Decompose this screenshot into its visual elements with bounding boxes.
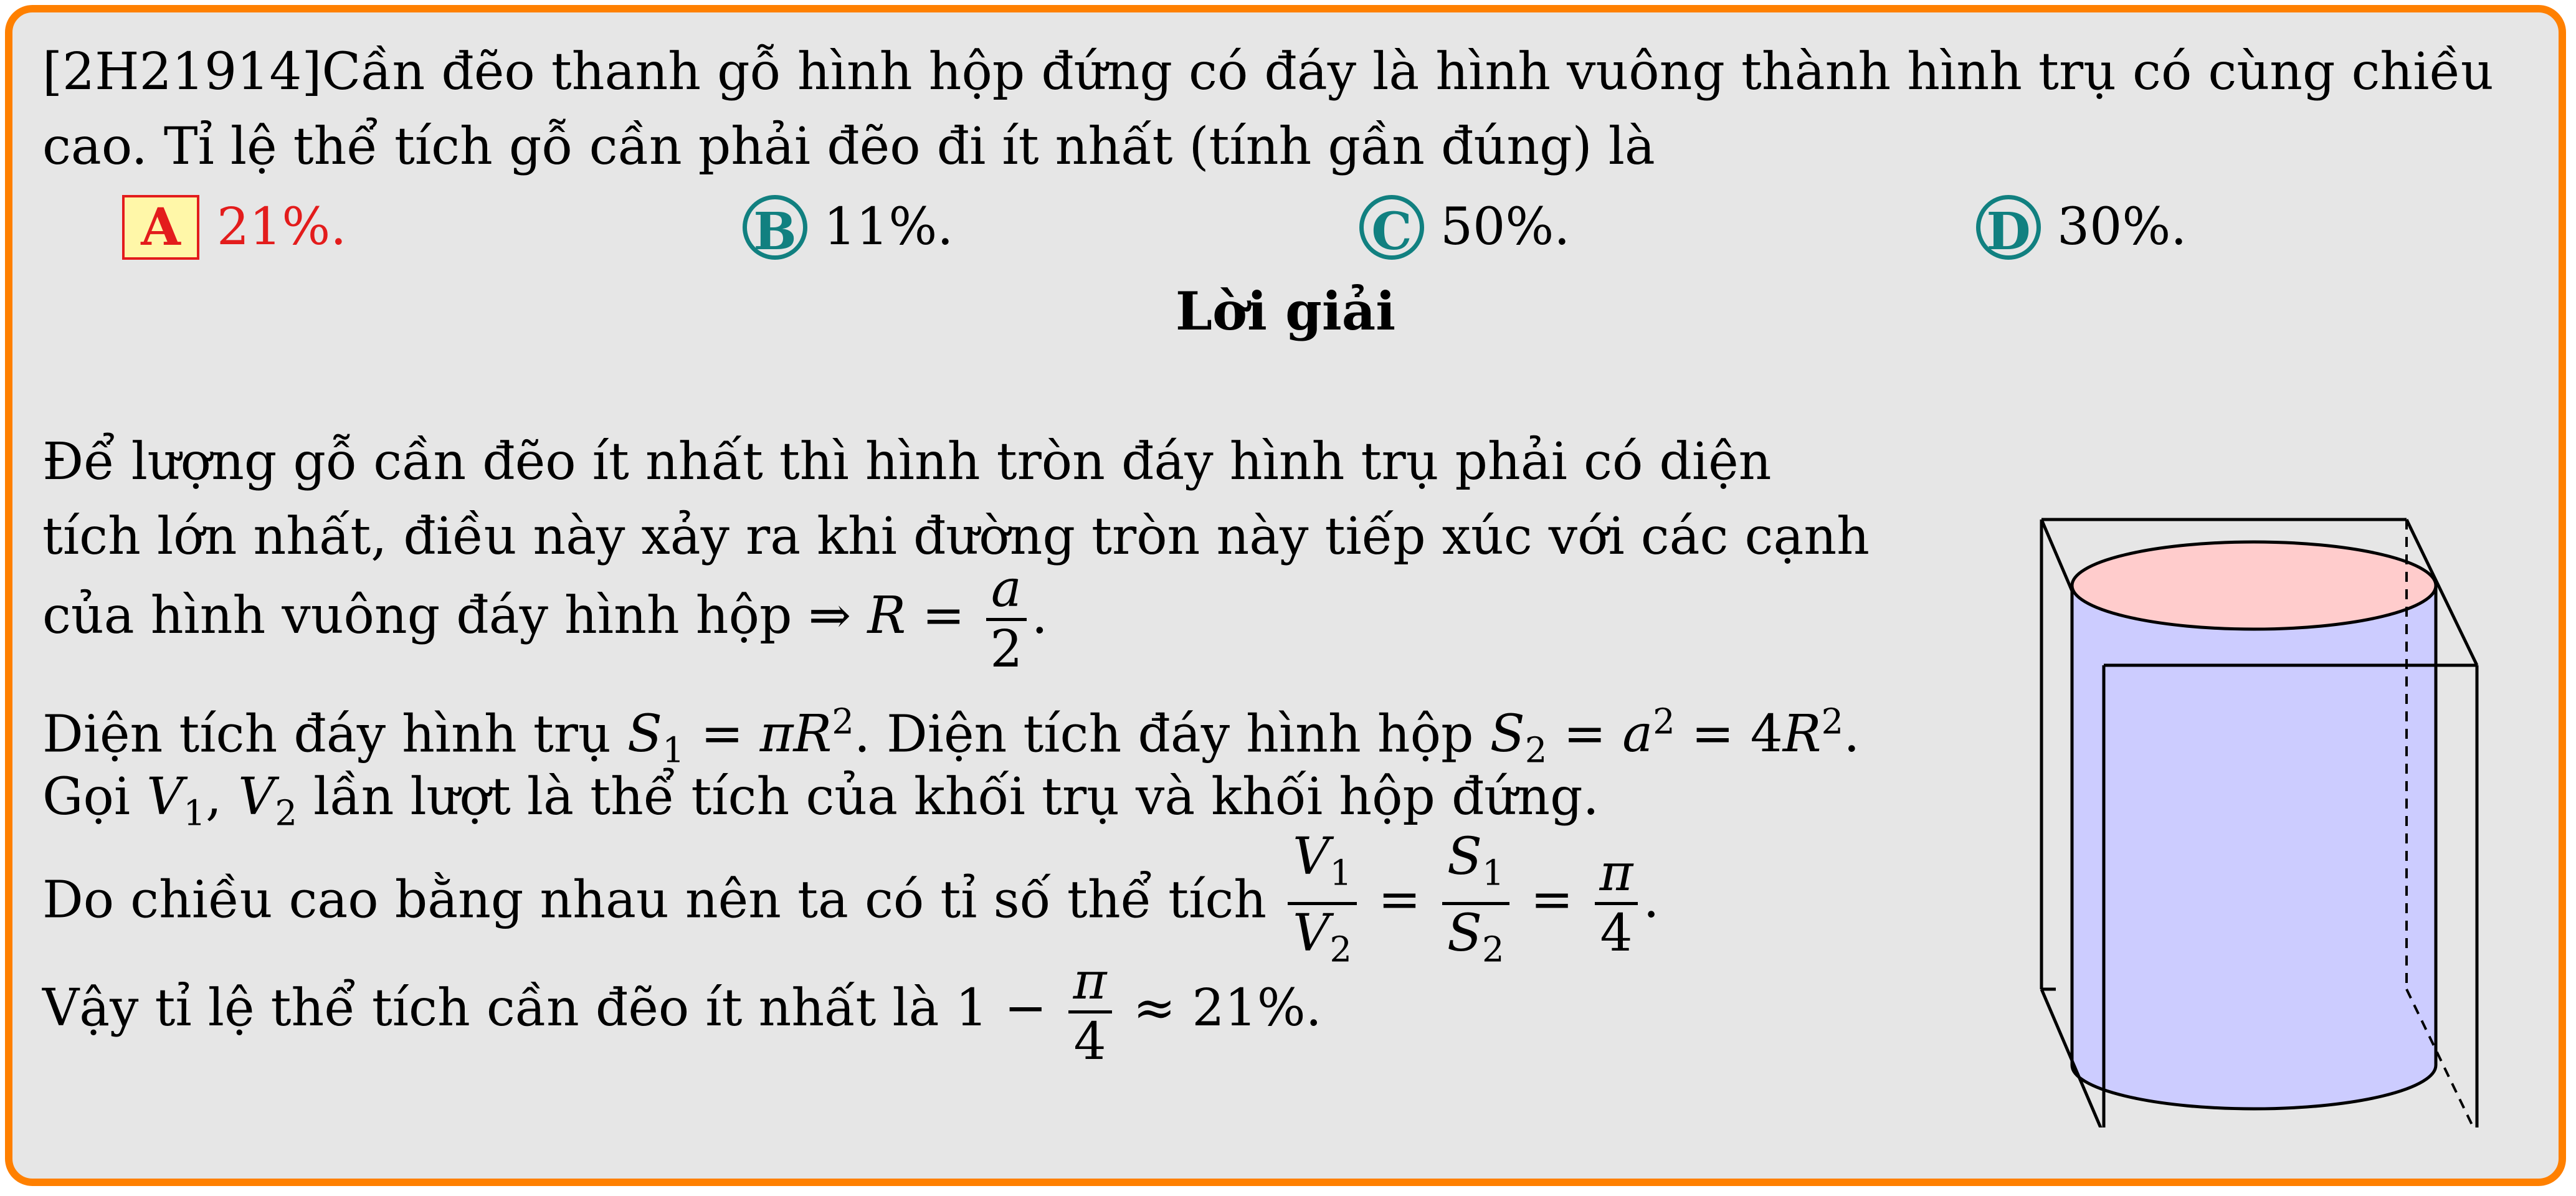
option-c-text: 50%. (1440, 197, 1571, 257)
solution-line-7 (42, 953, 1322, 1071)
cylinder-in-box-figure (2018, 505, 2492, 1127)
formula-radius: R = $\frac{a}{2}$ . (867, 559, 1048, 679)
solution-line-5a: Gọi (42, 767, 131, 827)
formula-volume-ratio: $\frac{V_1}{V_2}$ = $\frac{S_1}{S_2}$ = $\frac{\pi}{4}$ . (1283, 870, 1659, 929)
solution-line-6-text: Do chiều cao bằng nhau nên ta có tỉ số thể tích (42, 870, 1267, 930)
option-b[interactable] (743, 193, 953, 262)
question-line-2: cao. Tỉ lệ thể tích gỗ cần phải đẽo đi ít nhất (tính gần đúng) là (42, 117, 1655, 176)
solution-line-3 (42, 561, 1048, 678)
option-a[interactable] (122, 193, 346, 262)
solution-heading: Lời giải (1175, 280, 1396, 342)
question-card (5, 5, 2566, 1186)
question-line-1: [2H21914]Cần đẽo thanh gỗ hình hộp đứng có đáy là hình vuông thành hình trụ có cùng chiều (42, 42, 2494, 102)
option-d-letter: D (1976, 195, 2041, 260)
formula-v1-v2: $V_1$, $V_2$ (146, 767, 298, 834)
solution-line-2: tích lớn nhất, điều này xảy ra khi đường tròn này tiếp xúc với các cạnh (42, 507, 1870, 566)
option-b-letter: B (743, 195, 807, 260)
solution-line-7a: Vậy tỉ lệ thể tích cần đẽo ít nhất là (42, 979, 939, 1038)
option-d[interactable] (1976, 193, 2187, 262)
solution-line-4b: . Diện tích đáy hình hộp (853, 705, 1474, 764)
option-c[interactable] (1359, 193, 1570, 262)
solution-line-4a: Diện tích đáy hình trụ (42, 705, 611, 764)
option-d-text: 30%. (2057, 197, 2187, 257)
solution-line-3-text: của hình vuông đáy hình hộp ⇒ (42, 586, 852, 645)
option-a-text: 21%. (217, 197, 347, 257)
option-b-text: 11%. (824, 197, 954, 257)
solution-line-5b: lần lượt là thể tích của khối trụ và khối hộp đứng. (313, 767, 1599, 827)
formula-s1: $S_1 = \pi R^2$ (627, 702, 854, 771)
option-c-letter: C (1359, 195, 1424, 260)
formula-result: 1 − $\frac{\pi}{4}$ (956, 979, 1117, 1038)
solution-line-1: Để lượng gỗ cần đẽo ít nhất thì hình tròn đáy hình trụ phải có diện (42, 432, 1772, 491)
formula-s2: $S_2 = a^2 = 4R^2$. (1490, 702, 1860, 771)
option-a-letter: A (122, 195, 199, 260)
cylinder-top (2072, 542, 2436, 629)
solution-line-7b: ≈ 21%. (1133, 979, 1322, 1038)
